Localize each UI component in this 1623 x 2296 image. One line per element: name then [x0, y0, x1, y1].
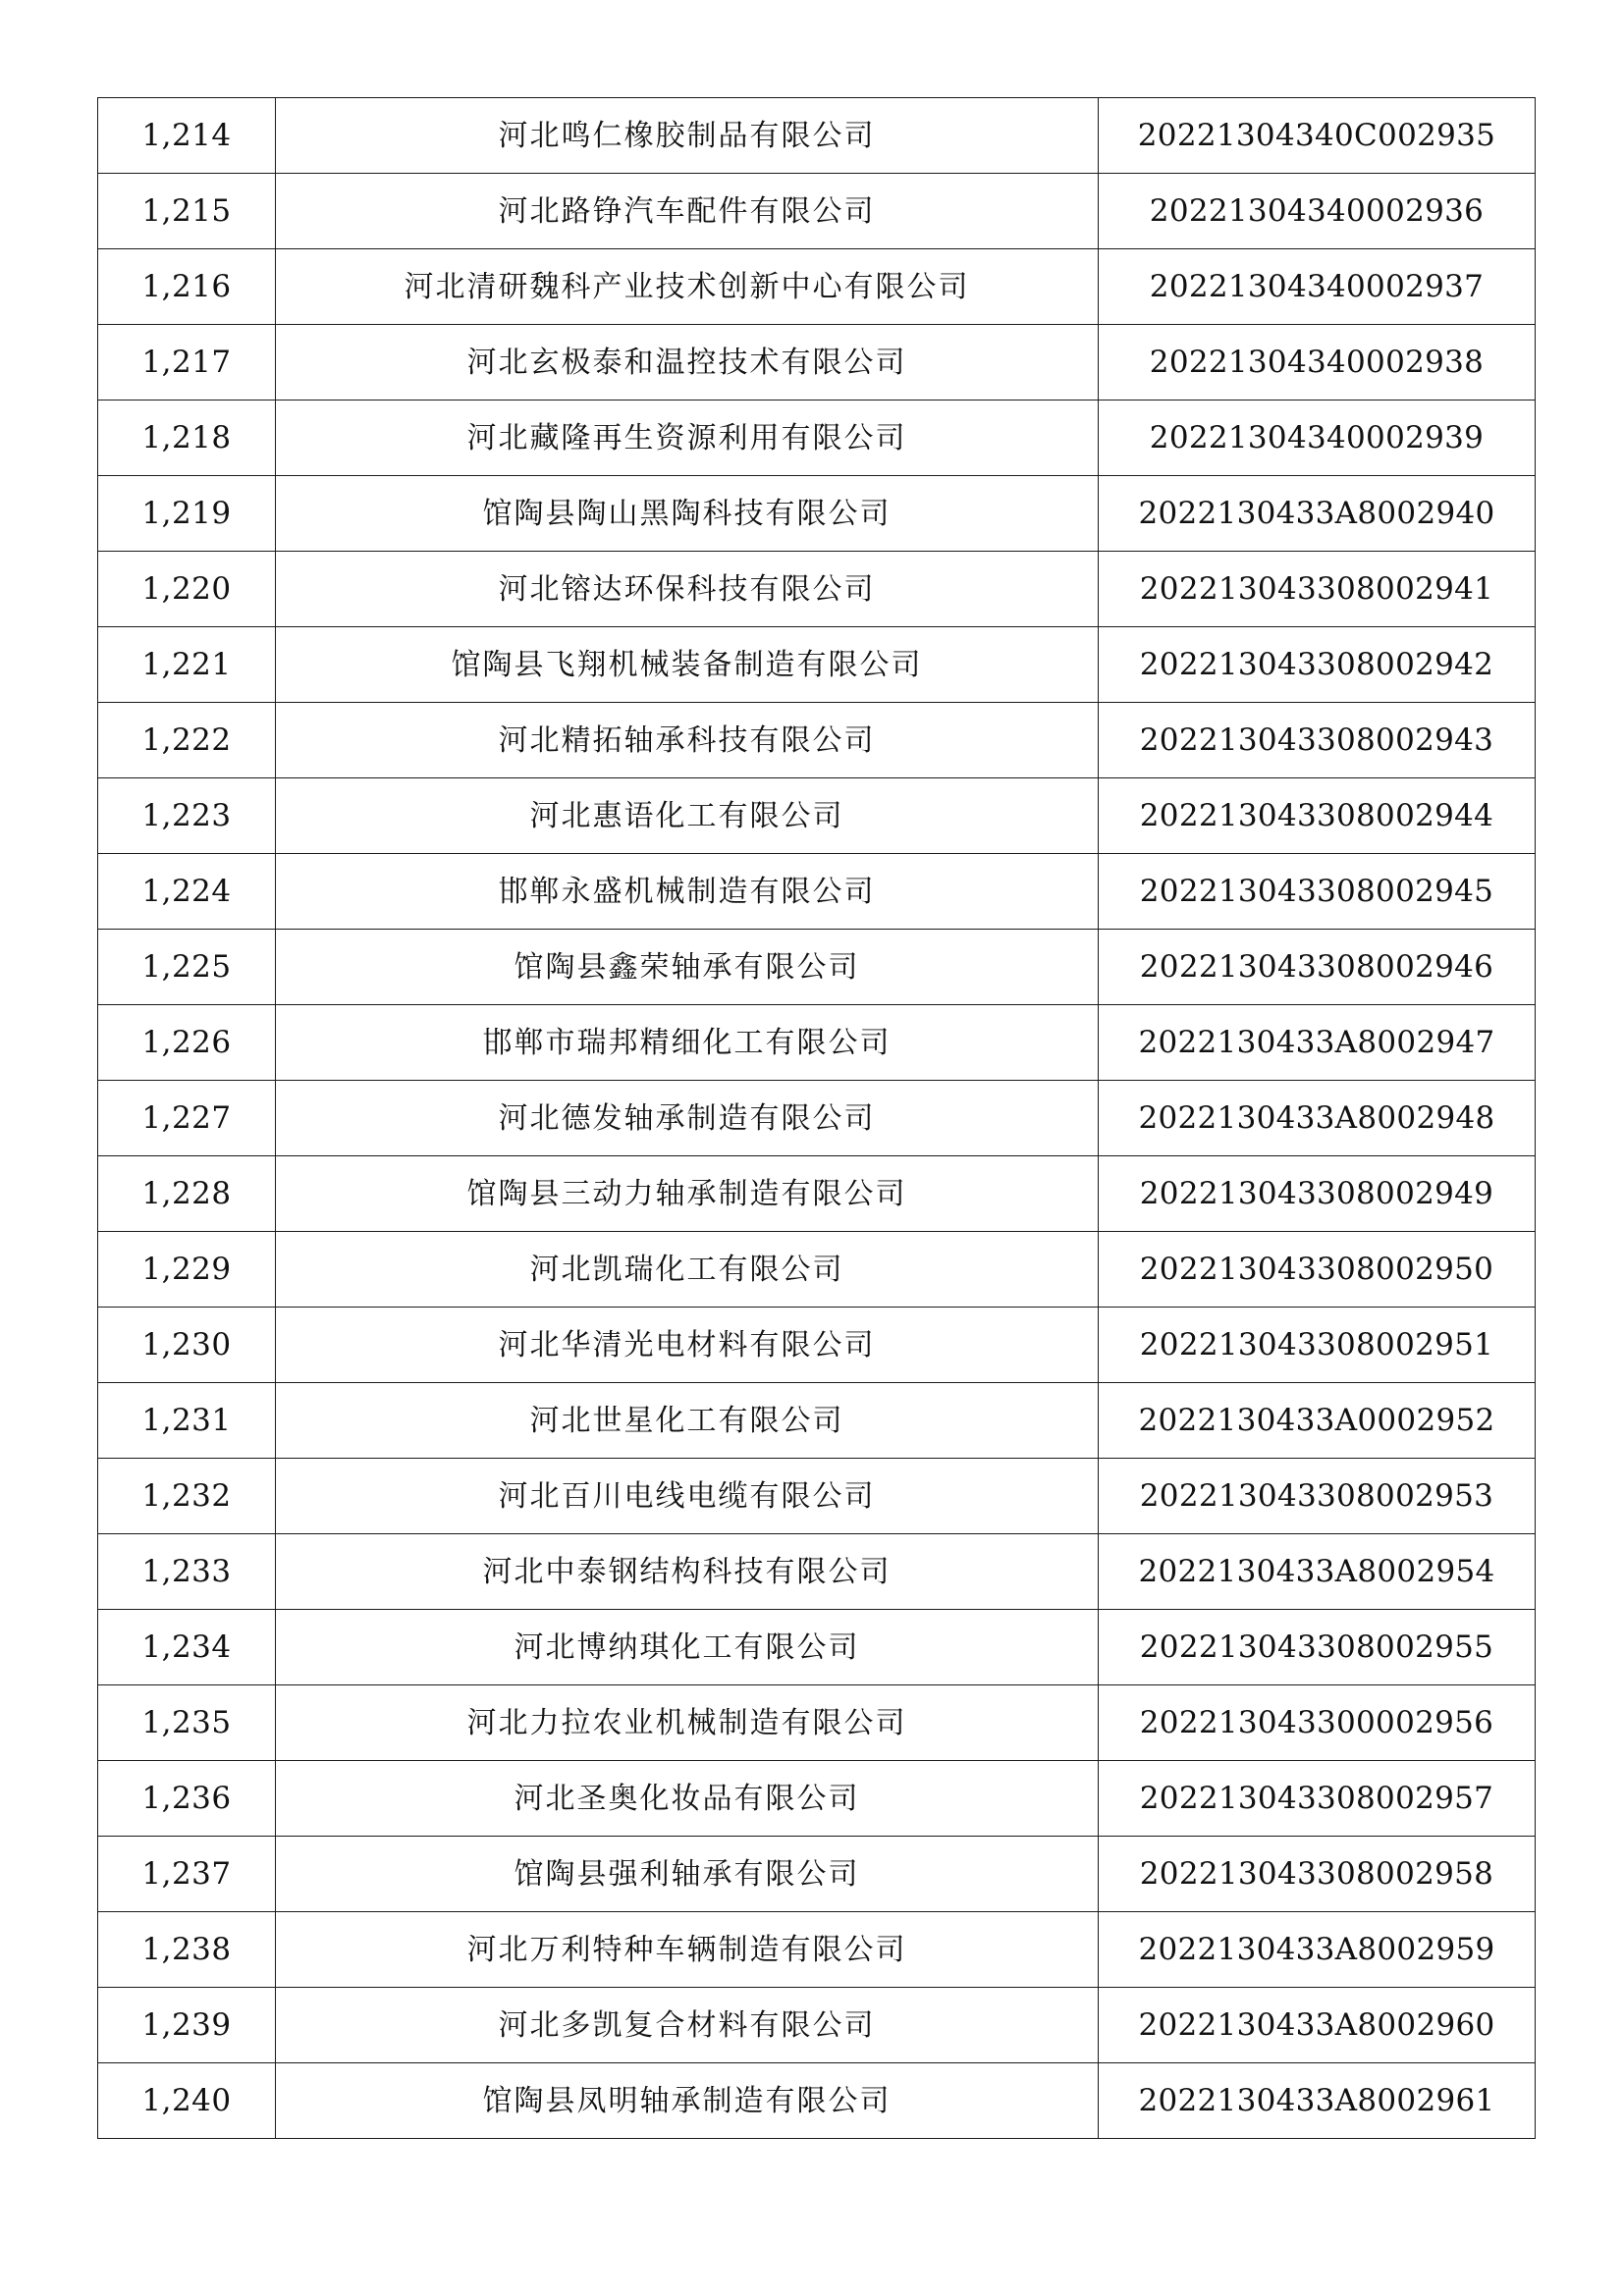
registration-code-text: 2022130433A8002959 — [1138, 1931, 1495, 1967]
registration-code-text: 202213043308002958 — [1139, 1855, 1494, 1892]
row-number-cell — [98, 476, 276, 552]
row-number-cell — [98, 400, 276, 476]
company-name-text: 河北路铮汽车配件有限公司 — [498, 193, 876, 229]
enterprise-registry-table — [97, 97, 1536, 2139]
registration-code-text: 202213043308002945 — [1139, 873, 1494, 909]
row-number-text: 1,218 — [141, 419, 232, 455]
company-name-cell — [276, 1912, 1099, 1988]
table-row — [98, 1005, 1536, 1081]
company-name-text: 馆陶县凤明轴承制造有限公司 — [482, 2083, 892, 2118]
registration-code-text: 2022130433A8002947 — [1138, 1024, 1495, 1060]
table-row — [98, 1308, 1536, 1383]
company-name-cell — [276, 703, 1099, 778]
row-number-cell — [98, 1534, 276, 1610]
registration-code-text: 20221304340002939 — [1149, 419, 1485, 455]
company-name-text: 邯郸永盛机械制造有限公司 — [498, 874, 876, 909]
row-number-cell — [98, 1156, 276, 1232]
company-name-cell — [276, 1308, 1099, 1383]
table-row — [98, 325, 1536, 400]
row-number-cell — [98, 1308, 276, 1383]
table-row — [98, 1988, 1536, 2063]
row-number-text: 1,235 — [141, 1704, 232, 1740]
table-row — [98, 854, 1536, 930]
registration-code-text: 202213043300002956 — [1139, 1704, 1494, 1740]
registration-code-cell — [1099, 552, 1536, 627]
table-row — [98, 552, 1536, 627]
row-number-cell — [98, 1232, 276, 1308]
table-row — [98, 703, 1536, 778]
company-name-cell — [276, 552, 1099, 627]
row-number-text: 1,228 — [141, 1175, 232, 1211]
row-number-cell — [98, 1988, 276, 2063]
row-number-cell — [98, 552, 276, 627]
table-row — [98, 1383, 1536, 1459]
company-name-text: 河北华清光电材料有限公司 — [498, 1327, 876, 1362]
company-name-cell — [276, 249, 1099, 325]
registration-code-text: 202213043308002950 — [1139, 1251, 1494, 1287]
row-number-cell — [98, 854, 276, 930]
company-name-text: 河北中泰钢结构科技有限公司 — [482, 1554, 892, 1589]
row-number-cell — [98, 1081, 276, 1156]
row-number-cell — [98, 930, 276, 1005]
registration-code-text: 202213043308002955 — [1139, 1629, 1494, 1665]
company-name-cell — [276, 1685, 1099, 1761]
company-name-cell — [276, 2063, 1099, 2139]
registration-code-cell — [1099, 1383, 1536, 1459]
row-number-text: 1,230 — [141, 1326, 232, 1362]
row-number-cell — [98, 174, 276, 249]
row-number-text: 1,239 — [141, 2006, 232, 2043]
row-number-text: 1,217 — [141, 344, 232, 380]
company-name-text: 河北百川电线电缆有限公司 — [498, 1478, 876, 1514]
registration-code-cell — [1099, 1081, 1536, 1156]
table-row — [98, 400, 1536, 476]
company-name-cell — [276, 627, 1099, 703]
row-number-cell — [98, 1005, 276, 1081]
company-name-text: 河北圣奥化妆品有限公司 — [514, 1781, 860, 1816]
company-name-text: 河北凯瑞化工有限公司 — [529, 1252, 844, 1287]
row-number-text: 1,232 — [141, 1477, 232, 1514]
row-number-cell — [98, 627, 276, 703]
company-name-text: 河北镕达环保科技有限公司 — [498, 571, 876, 607]
row-number-cell — [98, 778, 276, 854]
registration-code-cell — [1099, 1534, 1536, 1610]
company-name-text: 河北力拉农业机械制造有限公司 — [466, 1705, 907, 1740]
company-name-text: 邯郸市瑞邦精细化工有限公司 — [482, 1025, 892, 1060]
table-row — [98, 1685, 1536, 1761]
company-name-text: 河北藏隆再生资源利用有限公司 — [466, 420, 907, 455]
row-number-cell — [98, 1912, 276, 1988]
company-name-cell — [276, 1232, 1099, 1308]
company-name-text: 河北玄极泰和温控技术有限公司 — [466, 345, 907, 380]
table-row — [98, 1081, 1536, 1156]
row-number-text: 1,227 — [141, 1099, 232, 1136]
company-name-text: 河北世星化工有限公司 — [529, 1403, 844, 1438]
row-number-text: 1,215 — [141, 192, 232, 229]
registration-code-text: 2022130433A8002954 — [1138, 1553, 1495, 1589]
table-row — [98, 174, 1536, 249]
registration-code-cell — [1099, 2063, 1536, 2139]
registration-code-cell — [1099, 854, 1536, 930]
company-name-cell — [276, 1837, 1099, 1912]
company-name-text: 河北多凯复合材料有限公司 — [498, 2007, 876, 2043]
company-name-cell — [276, 1761, 1099, 1837]
registration-code-cell — [1099, 325, 1536, 400]
row-number-cell — [98, 98, 276, 174]
registration-code-text: 2022130433A8002948 — [1138, 1099, 1495, 1136]
company-name-cell — [276, 1383, 1099, 1459]
row-number-cell — [98, 1383, 276, 1459]
row-number-text: 1,222 — [141, 721, 232, 758]
registration-code-cell — [1099, 1610, 1536, 1685]
company-name-text: 馆陶县强利轴承有限公司 — [514, 1856, 860, 1892]
table-row — [98, 930, 1536, 1005]
registration-code-text: 20221304340002936 — [1149, 192, 1485, 229]
registration-code-text: 2022130433A8002961 — [1138, 2082, 1495, 2118]
registration-code-text: 202213043308002953 — [1139, 1477, 1494, 1514]
row-number-text: 1,236 — [141, 1780, 232, 1816]
registration-code-cell — [1099, 1685, 1536, 1761]
company-name-cell — [276, 325, 1099, 400]
registration-code-cell — [1099, 400, 1536, 476]
registration-code-cell — [1099, 1308, 1536, 1383]
registration-code-text: 2022130433A8002940 — [1138, 495, 1495, 531]
company-name-text: 河北精拓轴承科技有限公司 — [498, 722, 876, 758]
table-row — [98, 1837, 1536, 1912]
table-row — [98, 249, 1536, 325]
table-row — [98, 98, 1536, 174]
table-row — [98, 1459, 1536, 1534]
company-name-text: 河北清研魏科产业技术创新中心有限公司 — [404, 269, 970, 304]
company-name-cell — [276, 476, 1099, 552]
row-number-cell — [98, 2063, 276, 2139]
table-row — [98, 1156, 1536, 1232]
registration-code-cell — [1099, 703, 1536, 778]
company-name-text: 河北博纳琪化工有限公司 — [514, 1629, 860, 1665]
row-number-text: 1,234 — [141, 1629, 232, 1665]
table-row — [98, 1761, 1536, 1837]
registration-code-text: 202213043308002957 — [1139, 1780, 1494, 1816]
company-name-cell — [276, 400, 1099, 476]
registration-code-text: 2022130433A8002960 — [1138, 2006, 1495, 2043]
company-name-text: 馆陶县鑫荣轴承有限公司 — [514, 949, 860, 985]
company-name-text: 馆陶县飞翔机械装备制造有限公司 — [451, 647, 923, 682]
registration-code-cell — [1099, 98, 1536, 174]
table-body — [98, 98, 1536, 2139]
row-number-cell — [98, 249, 276, 325]
row-number-text: 1,229 — [141, 1251, 232, 1287]
company-name-text: 河北德发轴承制造有限公司 — [498, 1100, 876, 1136]
company-name-text: 馆陶县三动力轴承制造有限公司 — [466, 1176, 907, 1211]
company-name-cell — [276, 1459, 1099, 1534]
registration-code-cell — [1099, 1156, 1536, 1232]
registration-code-cell — [1099, 1005, 1536, 1081]
table-row — [98, 627, 1536, 703]
table-row — [98, 476, 1536, 552]
row-number-text: 1,216 — [141, 268, 232, 304]
company-name-text: 河北鸣仁橡胶制品有限公司 — [498, 118, 876, 153]
registration-code-cell — [1099, 1459, 1536, 1534]
registration-code-cell — [1099, 174, 1536, 249]
company-name-cell — [276, 98, 1099, 174]
row-number-text: 1,223 — [141, 797, 232, 833]
row-number-cell — [98, 1685, 276, 1761]
registration-code-cell — [1099, 1988, 1536, 2063]
company-name-cell — [276, 1005, 1099, 1081]
registration-code-text: 202213043308002949 — [1139, 1175, 1494, 1211]
registration-code-cell — [1099, 1232, 1536, 1308]
registration-code-text: 202213043308002942 — [1139, 646, 1494, 682]
row-number-text: 1,225 — [141, 948, 232, 985]
table-row — [98, 1912, 1536, 1988]
row-number-text: 1,237 — [141, 1855, 232, 1892]
row-number-text: 1,240 — [141, 2082, 232, 2118]
row-number-text: 1,231 — [141, 1402, 232, 1438]
company-name-cell — [276, 174, 1099, 249]
registration-code-text: 202213043308002943 — [1139, 721, 1494, 758]
row-number-text: 1,214 — [141, 117, 232, 153]
table-row — [98, 2063, 1536, 2139]
company-name-cell — [276, 1534, 1099, 1610]
row-number-text: 1,233 — [141, 1553, 232, 1589]
row-number-text: 1,238 — [141, 1931, 232, 1967]
row-number-cell — [98, 1610, 276, 1685]
company-name-cell — [276, 778, 1099, 854]
company-name-cell — [276, 1988, 1099, 2063]
company-name-cell — [276, 854, 1099, 930]
registration-code-text: 2022130433A0002952 — [1138, 1402, 1495, 1438]
table-row — [98, 1610, 1536, 1685]
row-number-cell — [98, 1837, 276, 1912]
registration-code-text: 202213043308002946 — [1139, 948, 1494, 985]
row-number-text: 1,220 — [141, 570, 232, 607]
row-number-text: 1,224 — [141, 873, 232, 909]
registration-code-cell — [1099, 1912, 1536, 1988]
row-number-cell — [98, 1761, 276, 1837]
registration-code-text: 20221304340002938 — [1149, 344, 1485, 380]
registration-code-cell — [1099, 778, 1536, 854]
table-row — [98, 1534, 1536, 1610]
row-number-text: 1,219 — [141, 495, 232, 531]
registration-code-text: 20221304340002937 — [1149, 268, 1485, 304]
company-name-cell — [276, 1081, 1099, 1156]
registration-code-text: 20221304340C002935 — [1137, 117, 1496, 153]
company-name-text: 河北惠语化工有限公司 — [529, 798, 844, 833]
registration-code-cell — [1099, 1837, 1536, 1912]
table-row — [98, 778, 1536, 854]
registration-code-text: 202213043308002951 — [1139, 1326, 1494, 1362]
company-name-text: 河北万利特种车辆制造有限公司 — [466, 1932, 907, 1967]
registration-code-text: 202213043308002941 — [1139, 570, 1494, 607]
registration-code-cell — [1099, 627, 1536, 703]
row-number-text: 1,226 — [141, 1024, 232, 1060]
company-name-cell — [276, 930, 1099, 1005]
company-name-text: 馆陶县陶山黑陶科技有限公司 — [482, 496, 892, 531]
row-number-cell — [98, 325, 276, 400]
registration-code-cell — [1099, 249, 1536, 325]
row-number-cell — [98, 1459, 276, 1534]
registration-code-cell — [1099, 476, 1536, 552]
registration-code-cell — [1099, 1761, 1536, 1837]
row-number-cell — [98, 703, 276, 778]
row-number-text: 1,221 — [141, 646, 232, 682]
registration-code-cell — [1099, 930, 1536, 1005]
registration-code-text: 202213043308002944 — [1139, 797, 1494, 833]
company-name-cell — [276, 1156, 1099, 1232]
company-name-cell — [276, 1610, 1099, 1685]
table-row — [98, 1232, 1536, 1308]
